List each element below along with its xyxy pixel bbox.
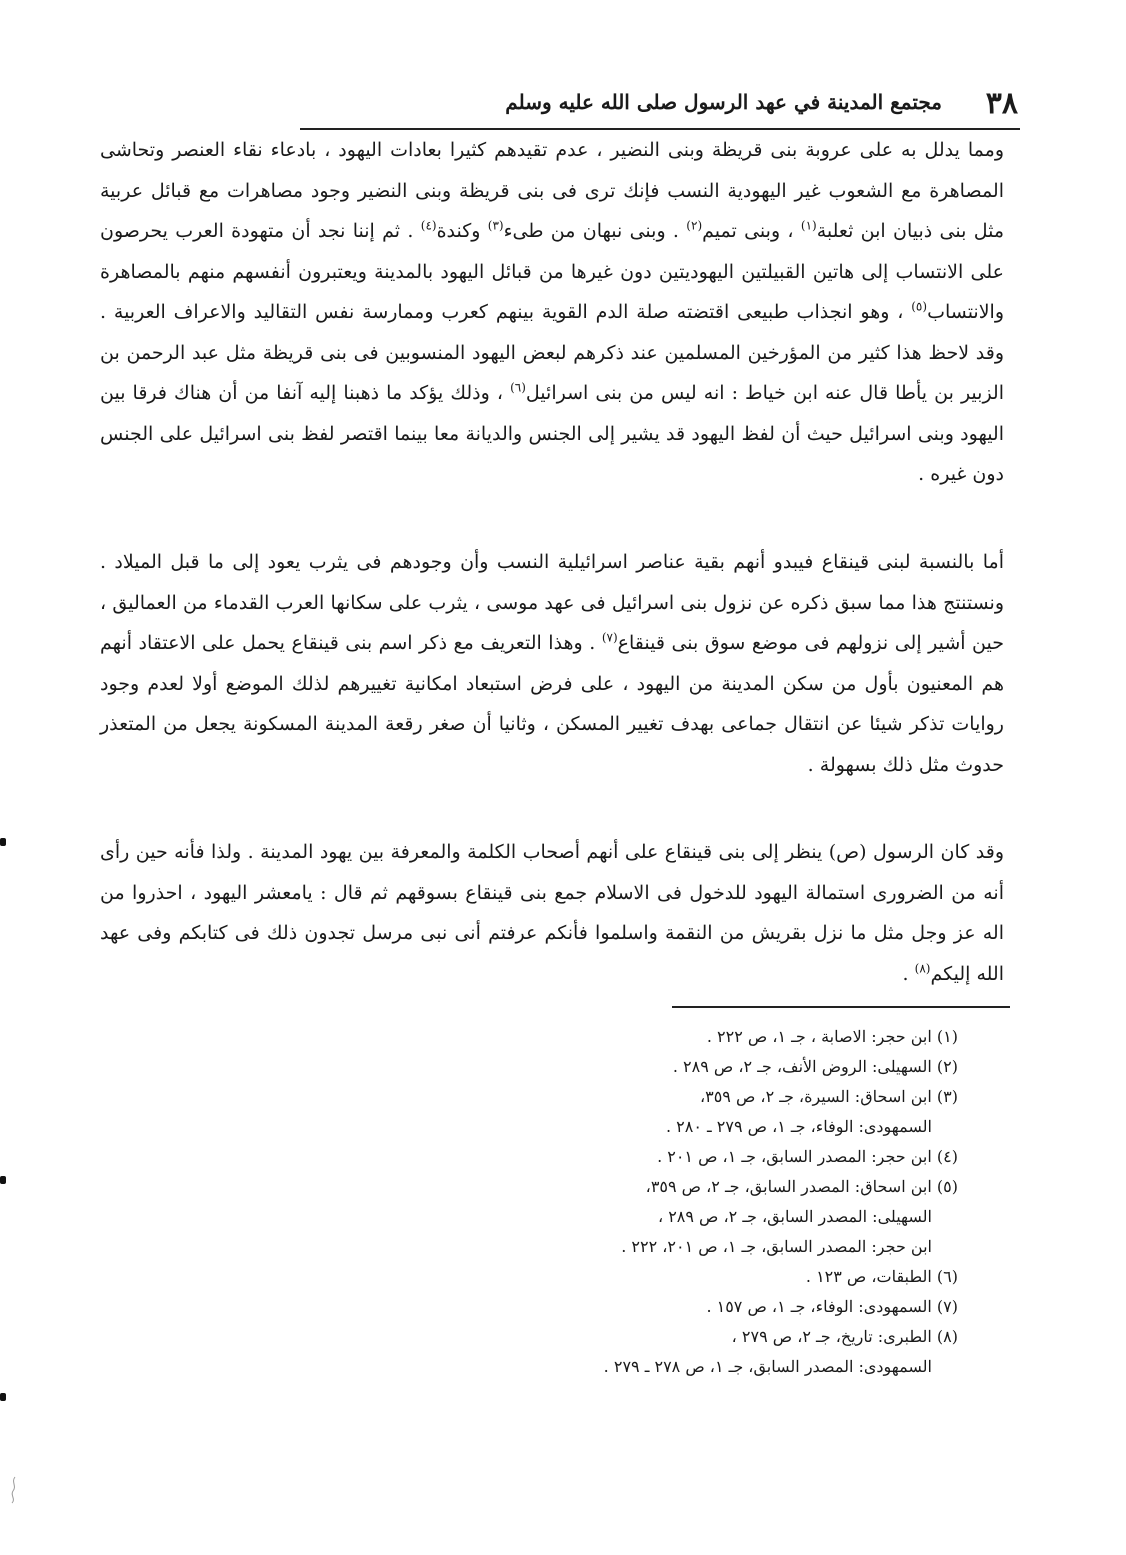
- paragraph-text: وكندة: [436, 220, 488, 242]
- page-header: [300, 84, 1020, 130]
- footnote-ref: (٣): [487, 218, 504, 233]
- paragraph-3: [100, 832, 1004, 994]
- paragraph-1: [100, 130, 1004, 495]
- footnote-ref: (٦): [510, 380, 526, 395]
- footnote-item: (٤) ابن حجر: المصدر السابق، جـ ١، ص ٢٠١ .: [657, 1147, 958, 1166]
- footnote-ref: (٧): [601, 630, 618, 645]
- footnote-item: (١) ابن حجر: الاصابة ، جـ ١، ص ٢٢٢ .: [706, 1027, 958, 1046]
- paragraph-text: . وهذا التعريف مع ذكر اسم بنى قينقاع يحمل على الاعتقاد أنهم هم المعنيون بأول من سكن المدينة من اليهود ، على فرض استبعاد امكانية تغييرهم لذلك الموضع أولا لعدم وجود روايات تذكر شيئا عن انتقال جماعى بهدف تغيير المسكن ، وثانيا أن صغر رقعة المدينة المسكونة يجعل من المتعذر حدوث مثل ذلك بسهولة .: [100, 632, 1004, 776]
- footnote-item: (٢) السهيلى: الروض الأنف، جـ ٢، ص ٢٨٩ .: [672, 1057, 958, 1076]
- footnote-divider: [672, 1006, 1010, 1008]
- footnote-ref: (٤): [420, 218, 437, 233]
- footnote-item: (٧) السمهودى: الوفاء، جـ ١، ص ١٥٧ .: [706, 1297, 958, 1316]
- scan-edge-mark: [10, 1476, 18, 1504]
- footnote-ref: (٢): [686, 218, 703, 233]
- paragraph-text: وقد كان الرسول (ص) ينظر إلى بنى قينقاع على أنهم أصحاب الكلمة والمعرفة بين يهود المدينة . ولذا فأنه حين رأى أنه من الضرورى استمالة اليهود للدخول فى الاسلام جمع بنى قينقاع بسوقهم ثم قال : يامعشر اليهود ، احذروا من اله عز وجل مثل ما نزل بقريش من النقمة واسلموا فأنكم عرفتم أنى نبى مرسل تجدون ذلك فى كتابكم وفى عهد الله إليكم: [100, 841, 1004, 985]
- scan-margin-mark: [0, 838, 6, 846]
- footnote-ref: (٨): [914, 961, 931, 976]
- footnotes-list: [438, 1022, 958, 1382]
- paragraph-text: ، وهو انجذاب طبيعى اقتضته صلة الدم القوية بينهم كعرب وممارسة نفس التقاليد والاعراف العربية . وقد لاحظ هذا كثير من المؤرخين المسلمين عند ذكرهم لبعض اليهود المنسوبين فى بنى قريظة مثل عبد الرحمن بن الزبير بن يأطا قال عنه ابن خياط : انه ليس من بنى اسرائيل: [100, 301, 1004, 404]
- page-number: ٣٨: [985, 86, 1018, 121]
- footnote-continuation: السهيلى: المصدر السابق، جـ ٢، ص ٢٨٩ ،: [657, 1207, 932, 1226]
- scan-margin-mark: [0, 1393, 6, 1401]
- footnote-continuation: ابن حجر: المصدر السابق، جـ ١، ص ٢٠١، ٢٢٢ .: [621, 1237, 932, 1256]
- paragraph-text: ، وبنى تميم: [702, 220, 801, 242]
- footnote-item: (٦) الطبقات، ص ١٢٣ .: [805, 1267, 958, 1286]
- footnote-item: (٨) الطبرى: تاريخ، جـ ٢، ص ٢٧٩ ،: [731, 1327, 958, 1346]
- paragraph-text: أما بالنسبة لبنى قينقاع فيبدو أنهم بقية عناصر اسرائيلية النسب وأن وجودهم فى يثرب يعود إلى ما قبل الميلاد . ونستنتج هذا مما سبق ذكره عن نزول بنى اسرائيل فى عهد موسى ، يثرب على سكانها العرب القدماء من العماليق ، حين أشير إلى نزولهم فى موضع سوق بنى قينقاع: [100, 551, 1005, 654]
- footnote-item: (٥) ابن اسحاق: المصدر السابق، جـ ٢، ص ٣٥٩،: [645, 1177, 958, 1196]
- footnote-continuation: السمهودى: المصدر السابق، جـ ١، ص ٢٧٨ ـ ٢٧٩ .: [603, 1357, 932, 1376]
- running-title: مجتمع المدينة في عهد الرسول صلى الله عليه وسلم: [505, 90, 942, 114]
- footnote-ref: (٥): [911, 299, 928, 314]
- paragraph-text: ، وذلك يؤكد ما ذهبنا إليه آنفا من أن هناك فرقا بين اليهود وبنى اسرائيل حيث أن لفظ اليهود قد يشير إلى الجنس والديانة معا بينما اقتصر لفظ بنى اسرائيل على الجنس دون غيره .: [100, 382, 1004, 485]
- scan-margin-mark: [0, 1176, 6, 1184]
- footnote-item: (٣) ابن اسحاق: السيرة، جـ ٢، ص ٣٥٩،: [699, 1087, 958, 1106]
- paragraph-text: .: [902, 962, 915, 985]
- paragraph-2: [100, 542, 1004, 785]
- paragraph-text: ومما يدلل به على عروبة بنى قريظة وبنى النضير ، عدم تقيدهم كثيرا بعادات اليهود ، بادعاء نقاء العنصر وتحاشى المصاهرة مع الشعوب غير اليهودية النسب فإنك ترى فى بنى قريظة وبنى النضير وجود مصاهرات مع قبائل عربية مثل بنى ذبيان ابن ثعلبة: [100, 139, 1005, 242]
- paragraph-text: . ثم إننا نجد أن متهودة العرب يحرصون على الانتساب إلى هاتين القبيلتين اليهوديتين دون غيرها من قبائل اليهود بالمدينة ويعتبرون أنفسهم منهم بالمصاهرة والانتساب: [100, 220, 1004, 323]
- footnote-continuation: السمهودى: الوفاء، جـ ١، ص ٢٧٩ ـ ٢٨٠ .: [665, 1117, 932, 1136]
- paragraph-text: . وبنى نبهان من طىء: [503, 220, 687, 242]
- footnote-ref: (١): [800, 218, 817, 233]
